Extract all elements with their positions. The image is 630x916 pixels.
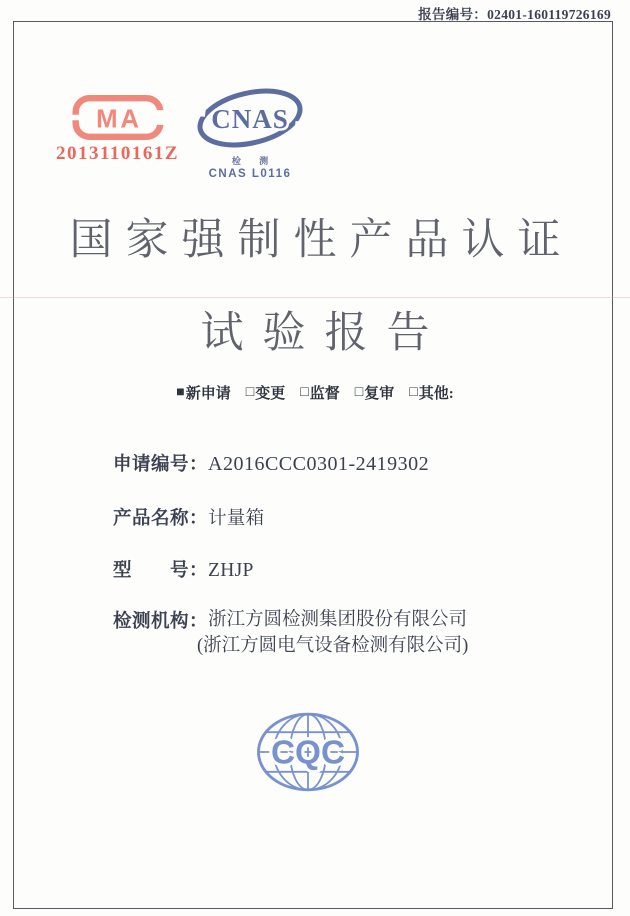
- cma-logo-block: [50, 94, 185, 165]
- test-organization-values: [197, 607, 469, 659]
- test-organization-row: [113, 607, 468, 659]
- application-number-label: 申请编号：: [113, 455, 209, 475]
- application-number-row: [113, 450, 429, 476]
- unchecked-checkbox-icon: □: [245, 384, 255, 400]
- product-name-value: 计量箱: [208, 509, 265, 529]
- model-label: 型 号：: [113, 561, 209, 581]
- cnas-jiance-label: 检 测: [231, 156, 277, 166]
- model-row: [113, 556, 254, 582]
- report-number: [418, 3, 611, 23]
- report-number-value: 02401-160119726169: [487, 7, 611, 22]
- test-organization-name: 浙江方圆检测集团股份有限公司: [208, 610, 468, 630]
- scan-artifact-line: [0, 297, 630, 298]
- checkbox-label: 监督: [309, 386, 340, 402]
- cnas-registration-number: CNAS L0116: [208, 168, 292, 180]
- application-type-row: [0, 382, 630, 403]
- svg-text:MA: MA: [95, 105, 142, 134]
- page-title: 国家强制性产品认证: [69, 217, 574, 264]
- unchecked-checkbox-icon: □: [354, 384, 364, 400]
- test-organization-label: 检测机构：: [113, 612, 209, 632]
- checkbox-review: [355, 382, 394, 403]
- checkbox-other: [409, 382, 453, 403]
- cqc-logo-text: CQC: [271, 734, 345, 772]
- cnas-logo-icon: [194, 85, 306, 153]
- model-value: ZHJP: [208, 560, 254, 581]
- checked-checkbox-icon: ■: [176, 384, 185, 400]
- product-name-label: 产品名称：: [113, 509, 209, 529]
- checkbox-label: 新申请: [185, 386, 231, 402]
- checkbox-label: 复审: [364, 386, 395, 402]
- checkbox-label: 变更: [255, 386, 286, 402]
- unchecked-checkbox-icon: □: [409, 384, 418, 400]
- checkbox-supervision: [300, 382, 339, 403]
- cqc-logo-block: [254, 706, 362, 803]
- cqc-globe-icon: [254, 706, 362, 798]
- cma-logo-icon: [72, 94, 164, 141]
- application-number-value: A2016CCC0301-2419302: [208, 453, 430, 475]
- checkbox-label: 其他:: [418, 386, 454, 402]
- checkbox-change: [246, 382, 285, 403]
- cma-accreditation-number: 2013110161Z: [55, 143, 180, 164]
- report-number-label: 报告编号：: [418, 7, 488, 22]
- cnas-logo-text: CNAS: [211, 104, 289, 134]
- page-subtitle: 试验报告: [200, 310, 449, 357]
- product-name-row: [113, 504, 264, 530]
- unchecked-checkbox-icon: □: [300, 384, 309, 400]
- cnas-logo-block: [191, 85, 309, 180]
- checkbox-new-application: [176, 382, 230, 403]
- test-organization-alt-name: (浙江方圆电气设备检测有限公司): [197, 636, 469, 656]
